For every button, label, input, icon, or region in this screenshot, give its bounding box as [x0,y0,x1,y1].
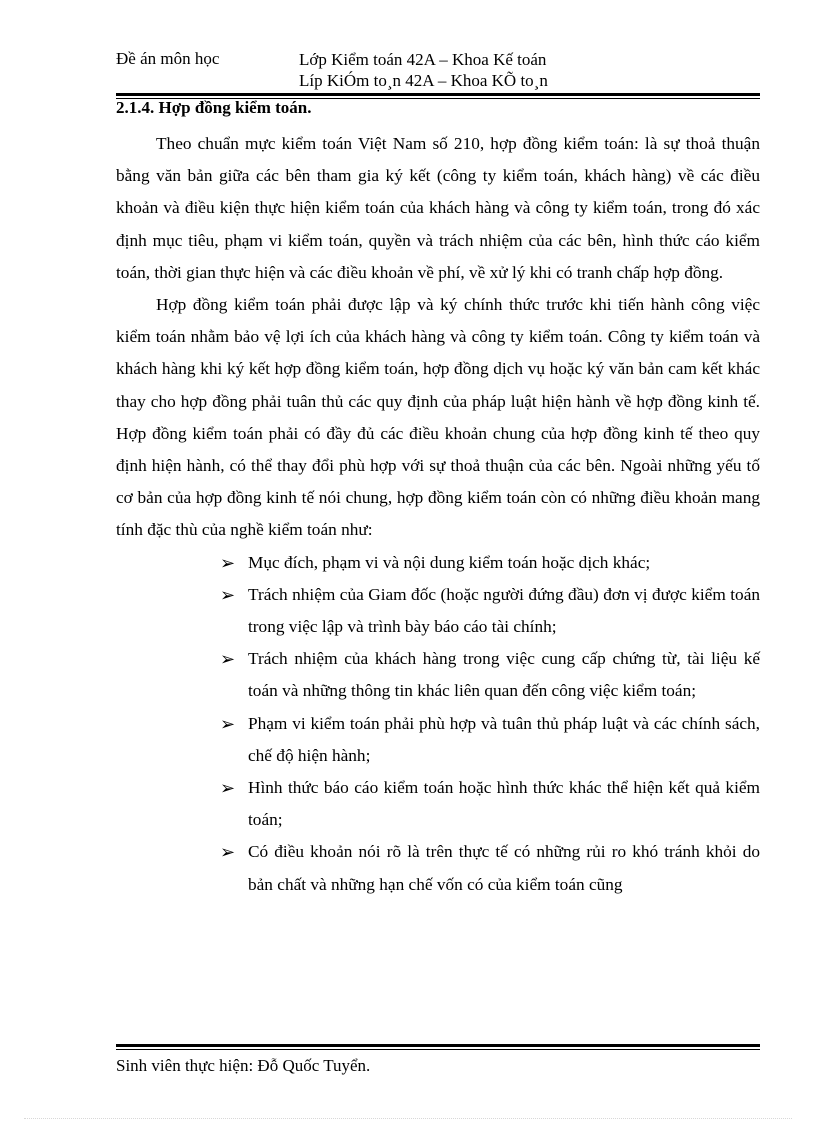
clause-list [116,547,760,901]
arrow-bullet-icon: ➢ [220,842,236,863]
class-label [299,49,548,91]
list-item: ➢ Mục đích, phạm vi và nội dung kiểm toán hoặc dịch khác; [248,547,760,579]
arrow-bullet-icon: ➢ [220,713,236,734]
document-body [116,128,760,901]
course-label: Đề án môn học [116,49,220,68]
list-item: ➢ Hình thức báo cáo kiểm toán hoặc hình thức khác thể hiện kết quả kiểm toán; [248,772,760,836]
list-item: ➢ Trách nhiệm của Giam đốc (hoặc người đứng đầu) đơn vị được kiểm toán trong việc lập và trình bày báo cáo tài chính; [248,579,760,643]
footer-author: Sinh viên thực hiện: Đỗ Quốc Tuyển. [116,1056,371,1075]
arrow-bullet-icon: ➢ [220,552,236,573]
section-title: 2.1.4. Hợp đồng kiểm toán. [116,98,312,117]
paragraph-1: Theo chuẩn mực kiểm toán Việt Nam số 210, hợp đồng kiểm toán: là sự thoả thuận bằng văn bản giữa các bên tham gia ký kết (công ty kiểm toán, khách hàng) về các điều khoản và điều kiện thực hiện kiểm toán của khách hàng và công ty kiểm toán, trong đó xác định mục tiêu, phạm vi kiểm toán, quyền và trách nhiệm của các bên, hình thức cáo kiểm toán, thời gian thực hiện và các điều khoản về phí, về xử lý khi có tranh chấp hợp đồng. [116,134,760,282]
footer-rule-thick [116,1044,760,1047]
arrow-bullet-icon: ➢ [220,584,236,605]
header-rule-thick [116,93,760,96]
list-item: ➢ Có điều khoản nói rõ là trên thực tế có những rủi ro khó tránh khỏi do bản chất và những hạn chế vốn có của kiểm toán cũng [248,836,760,900]
paragraph-2: Hợp đồng kiểm toán phải được lập và ký chính thức trước khi tiến hành công việc kiểm toán nhằm bảo vệ lợi ích của khách hàng và công ty kiểm toán. Công ty kiểm toán và khách hàng khi ký kết hợp đồng kiểm toán, hợp đồng dịch vụ hoặc ký văn bản cam kết khác thay cho hợp đồng phải tuân thủ các quy định của pháp luật hiện hành về hợp đồng kinh tế. Hợp đồng kiểm toán phải có đầy đủ các điều khoản chung của hợp đồng kinh tế theo quy định hiện hành, có thể thay đổi phù hợp với sự thoả thuận của các bên. Ngoài những yếu tố cơ bản của hợp đồng kinh tế nói chung, hợp đồng kiểm toán còn có những điều khoản mang tính đặc thù của nghề kiểm toán như: [116,295,760,540]
footer-rule-thin [116,1049,760,1050]
arrow-bullet-icon: ➢ [220,649,236,670]
class-label-line1: Lớp Kiểm toán 42A – Khoa Kế toán [299,50,547,69]
list-item: ➢ Trách nhiệm của khách hàng trong việc cung cấp chứng từ, tài liệu kế toán và những thông tin khác liên quan đến công việc kiểm toán; [248,643,760,707]
page-edge-divider [24,1118,792,1120]
list-item: ➢ Phạm vi kiểm toán phải phù hợp và tuân thủ pháp luật và các chính sách, chế độ hiện hành; [248,708,760,772]
class-label-line2: Líp KiÓm to¸n 42A – Khoa KÕ to¸n [299,71,548,90]
arrow-bullet-icon: ➢ [220,778,236,799]
